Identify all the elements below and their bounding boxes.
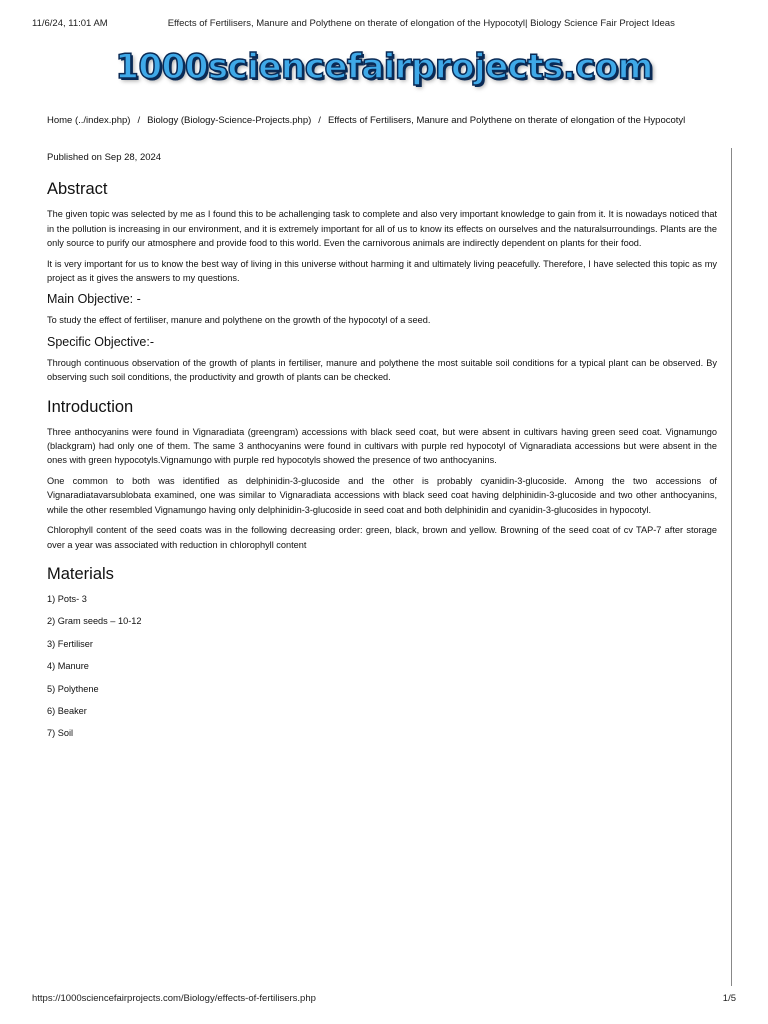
materials-item: 4) Manure	[47, 661, 89, 672]
print-header	[32, 18, 736, 29]
print-footer	[32, 993, 736, 1004]
introduction-paragraph-1: Three anthocyanins were found in Vignaradiata (greengram) accessions with black seed coat, but were absent in cultivars having green seed coat. Vignamungo (blackgram) had only one of them. The same 3 anthocyanins were found in cultivars with purple red hypocotyl of Vignaradiata accessions but were absent in the ones with green hypocotyls.Vignamungo with purple red hypocotyls showed the presence of two anthocyanins.	[47, 426, 717, 466]
materials-item: 1) Pots- 3	[47, 593, 87, 604]
published-date: Published on Sep 28, 2024	[47, 152, 162, 163]
print-page-number: 1/5	[722, 993, 736, 1004]
vertical-divider	[731, 148, 732, 986]
materials-item: 2) Gram seeds – 10-12	[47, 616, 142, 627]
breadcrumb-home-link[interactable]: Home (../index.php)	[47, 115, 131, 126]
abstract-paragraph-1: The given topic was selected by me as I found this to be achallenging task to complete and also very important knowledge to gain from it. It is nowadays noticed that in the pollution is increasing in our environment, and it is extremely important for all of us to know its effects on ourselves and the naturalsurroundings. Plants are the only source to purify our atmosphere and provide food to this world. Even the carnivorous animals are indirectly dependent on plants for their food.	[47, 209, 717, 249]
materials-item: 6) Beaker	[47, 705, 87, 716]
introduction-paragraph-3: Chlorophyll content of the seed coats was in the following decreasing order: green, black, brown and yellow. Browning of the seed coat of cv TAP-7 after storage over a year was associated with reduction in chlorophyll content	[47, 525, 717, 550]
main-objective-text: To study the effect of fertiliser, manure and polythene on the growth of the hypocotyl of a seed.	[47, 315, 431, 326]
breadcrumb-separator: /	[318, 115, 321, 126]
breadcrumb-separator: /	[137, 115, 141, 126]
materials-item: 3) Fertiliser	[47, 638, 93, 649]
abstract-heading: Abstract	[47, 180, 108, 199]
print-datetime: 11/6/24, 11:01 AM	[32, 18, 108, 29]
materials-item: 5) Polythene	[47, 683, 99, 694]
site-logo[interactable]: 1000sciencefairprojects.com	[115, 47, 653, 87]
introduction-heading: Introduction	[47, 397, 134, 416]
site-logo-wrap	[0, 44, 768, 90]
abstract-paragraph-2: It is very important for us to know the best way of living in this universe without harming it and ultimately living peacefully. Therefore, I have selected this topic as my project as it gives the answers to my questions.	[47, 258, 717, 284]
specific-objective-text: Through continuous observation of the growth of plants in fertiliser, manure and polythene the most suitable soil conditions for a typical plant can be observed. By observing such soil conditions, the productivity and growth of plants can be checked.	[47, 357, 717, 383]
breadcrumb	[47, 115, 738, 126]
print-footer-url: https://1000sciencefairprojects.com/Biology/effects-of-fertilisers.php	[32, 993, 316, 1004]
materials-list	[47, 592, 717, 741]
print-doc-title: Effects of Fertilisers, Manure and Polythene on therate of elongation of the Hypocotyl| Biology Science Fair Project Ideas	[167, 18, 675, 29]
specific-objective-heading: Specific Objective:-	[47, 334, 154, 349]
breadcrumb-current: Effects of Fertilisers, Manure and Polythene on therate of elongation of the Hypocotyl	[327, 115, 686, 126]
materials-item: 7) Soil	[47, 728, 74, 739]
breadcrumb-biology-link[interactable]: Biology (Biology-Science-Projects.php)	[147, 115, 312, 126]
article-content	[47, 151, 717, 749]
materials-heading: Materials	[47, 564, 114, 583]
main-objective-heading: Main Objective: -	[47, 292, 141, 307]
introduction-paragraph-2: One common to both was identified as delphinidin-3-glucoside and the other is probably cyanidin-3-glucoside. Among the two accessions of Vignaradiatavarsublobata examined, one was similar to Vignaradiata accessions with black seed coat having delphinidin-3-glucoside and two other anthocyanins, while the other resembled Vignamungo having only delphinidin-3-glucoside in seed coat and both delphinidin and cyanidin-3-glucosides in hypocotyl.	[47, 475, 717, 515]
